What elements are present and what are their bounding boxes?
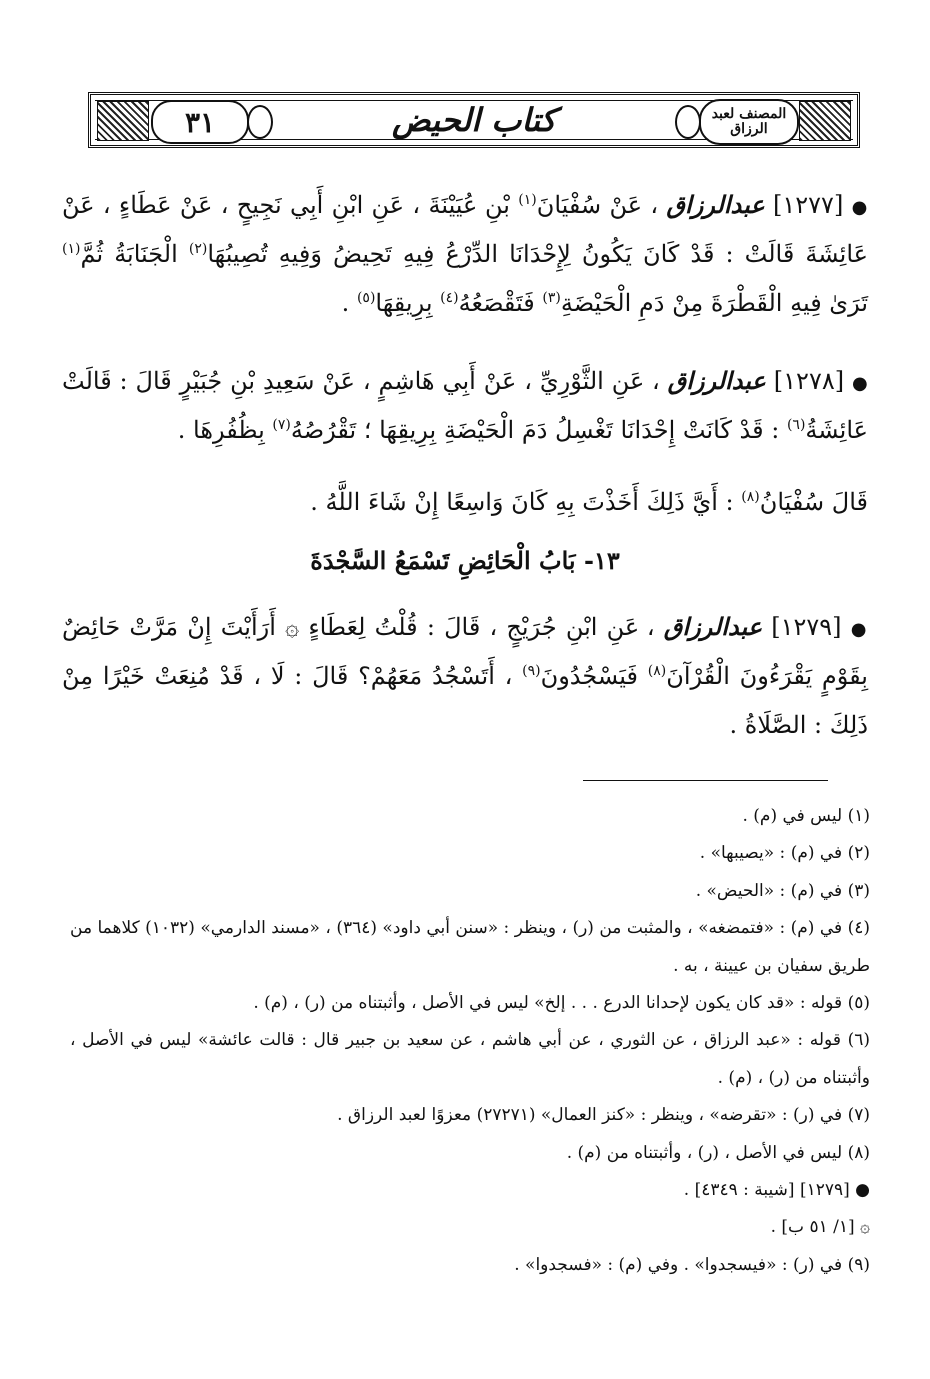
comment-text: قَالَ سُفْيَانُ [759,488,868,516]
hadith-text: بِظُفُرِهَا . [177,416,265,445]
footnote-5: (٥) قوله : «قد كان يكون لإحدانا الدرع . . . إلخ» ليس في الأصل ، وأثبتناه من (ر) ، (م) . [253,992,870,1013]
footnote-4: (٤) في (م) : «فتمضغه» ، والمثبت من (ر) ، وينظر : «سنن أبي داود» (٣٦٤) ، «مسند الدارمي» (١٠٣٢) كلاهما من طريق سفيان بن عيينة ، به . [70,918,871,976]
narrator-name: عبدالرزاق [667,366,766,395]
scroll-ornament-left [247,105,273,139]
footnote-1: (١) ليس في (م) . [742,806,870,826]
header-ornament-left [97,101,149,141]
footnote-6: (٦) قوله : «عبد الرزاق ، عن الثوري ، عن أبي هاشم ، عن سعيد بن جبير قال : قالت عائشة» ليس في الأصل ، وأثبتناه من (ر) ، (م) . [70,1030,870,1088]
comment-text: : أَيَّ ذَلِكَ أَخَذْتَ بِهِ كَانَ وَاسِعًا إِنْ شَاءَ اللَّهُ . [310,488,734,516]
hadith-text: ، عَنِ ابْنِ جُرَيْجٍ ، قَالَ : قُلْتُ لِعَطَاءٍ ۞ أَرَأَيْتَ إِنْ مَرَّتْ حَائِضٌ بِقَوْمٍ يَقْرَءُونَ الْقُرْآنَ [62,613,868,691]
footnote-ref: (٣) [542,290,561,307]
hadith-1278 [62,356,868,455]
source-note-1279: ● [١٢٧٩] [شيبة : ٤٣٤٩] . [683,1179,870,1200]
hadith-text: . [341,289,350,318]
footnote-ref: (٧) [272,417,291,434]
hadith-text: بِرِيقِهَا [375,289,433,318]
section-heading: ١٣- بَابُ الْحَائِضِ تَسْمَعُ السَّجْدَةَ [310,546,620,575]
page-number: ٣١ [151,100,249,144]
header-ornament-right [799,101,851,141]
footnote-3: (٣) في (م) : «الحيض» . [695,880,870,901]
bullet-icon: ● [851,197,868,218]
hadith-text: الْجَنَابَةُ ثُمَّ [80,240,178,269]
hadith-text: ، عَنْ سُفْيَانَ [536,191,659,219]
footnote-ref: (٨) [647,663,667,680]
narrator-name: عبدالرزاق [663,612,763,641]
hadith-number: [١٢٧٨] [773,367,845,395]
hadith-1279 [62,602,868,751]
footnote-divider [583,780,828,781]
footnote-ref: (٤) [440,290,459,307]
sufyan-comment [62,478,928,527]
footnotes [70,798,870,1284]
hadith-1277 [62,180,868,329]
footnote-2: (٢) في (م) : «يصيبها» . [699,843,870,864]
hadith-number: [١٢٧٩] [771,613,842,641]
hadith-text: : قَدْ كَانَتْ إِحْدَانَا تَغْسِلُ دَمَ الْحَيْضَةِ بِرِيقِهَا ؛ تَقْرُصُهُ [290,416,780,445]
footnote-ref: (٨) [741,489,760,505]
hadith-text: فَيَسْجُدُونَ [540,662,638,691]
hadith-text: ، أَتَسْجُدُ مَعَهُمْ؟ قَالَ : لَا ، قَدْ مُنِعَتْ خَيْرًا مِنْ ذَلِكَ : الصَّلَاةُ . [62,662,868,740]
hadith-text: بْنِ عُيَيْنَةَ ، عَنِ ابْنِ أَبِي نَجِيحٍ ، عَنْ عَطَاءٍ ، عَنْ عَائِشَةَ قَالَتْ : قَدْ كَانَ يَكُونُ لِإِحْدَانَا الدِّرْعُ فِيهِ تَحِيضُ وَفِيهِ تُصِيبُهَا [62,191,868,269]
hadith-number: [١٢٧٧] [773,191,844,219]
footnote-ref: (١) [62,241,81,258]
page-header [88,92,860,148]
footnote-ref: (١) [518,192,537,208]
scroll-ornament-right [675,105,701,139]
manuscript-folio-note: ۞ [١/ ٥١ ب] . [770,1217,870,1238]
footnote-ref: (٢) [188,241,208,258]
footnote-ref: (٩) [522,663,541,680]
bullet-icon: ● [852,373,868,394]
footnote-ref: (٥) [356,290,376,307]
hadith-text: تَرَىٰ فِيهِ الْقَطْرَةَ مِنْ دَمِ الْحَيْضَةِ [560,289,868,318]
footnote-7: (٧) في (ر) : «تقرضه» ، وينظر : «كنز العمال» (٢٧٢٧١) معزوًا لعبد الرزاق . [337,1105,870,1126]
footnote-8: (٨) ليس في الأصل ، (ر) ، وأثبتناه من (م) . [566,1142,870,1163]
hadith-text: ، عَنِ الثَّوْرِيِّ ، عَنْ أَبِي هَاشِمٍ ، عَنْ سَعِيدِ بْنِ جُبَيْرٍ قَالَ : قَالَتْ عَائِشَةُ [62,367,868,445]
narrator-name: عبدالرزاق [666,190,765,219]
footnote-ref: (٦) [786,417,806,434]
chapter-title: كتاب الحيض [391,101,557,139]
bullet-icon: ● [850,619,868,640]
book-title-badge: المصنف لعبد الرزاق [699,99,799,145]
hadith-text: فَتَقْصَعُهُ [458,289,535,318]
footnote-9: (٩) في (ر) : «فيسجدوا» . وفي (م) : «فسجدوا» . [514,1254,870,1275]
